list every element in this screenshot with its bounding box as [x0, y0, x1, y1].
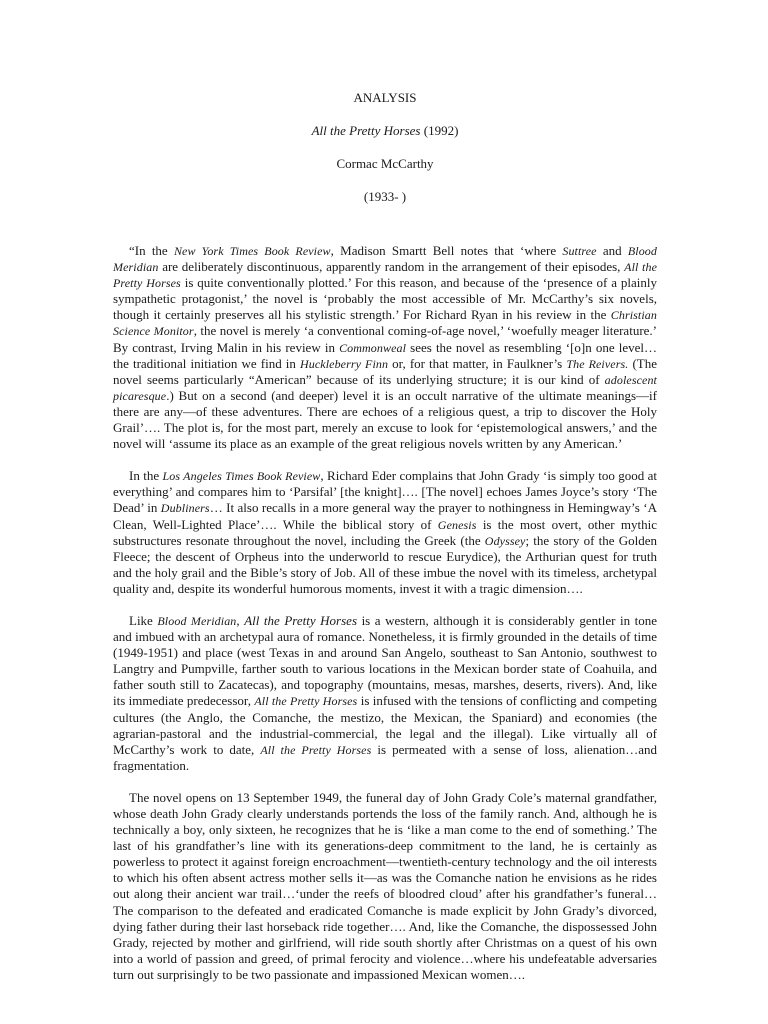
text-run: , the novel is merely ‘a conventional coming-of-age novel,’ ‘woefully meager literature.’ By contrast, Irving Malin in his review in [113, 323, 657, 355]
italic-title: Suttree [562, 244, 597, 258]
italic-title: Christian Science Monitor [113, 308, 657, 339]
document-page [113, 90, 657, 999]
text-run: .) But on a second (and deeper) level it is an occult narrative of the ultimate meanings—if there are any—of these adventures. There are echoes of a religious quest, a trip to discover the Holy Grail’…. The plot is, for the most part, merely an excuse to look for ‘epistemological answers,’ and the novel will ‘assume its place as an example of the great religious novels written by any American.’ [113, 387, 657, 452]
italic-title: Blood Meridian [157, 613, 237, 628]
text-run: (The novel seems particularly “American” because of its underlying structure; it is our kind of [113, 355, 657, 387]
text-run: sees the novel as resembling ‘[o]n one level…the traditional initiation we find in [113, 339, 657, 371]
author-name: Cormac McCarthy [336, 156, 434, 171]
body-paragraph [113, 243, 657, 452]
author-dates: (1933- ) [363, 189, 407, 204]
work-year: (1992) [420, 123, 459, 138]
italic-title: All the Pretty Horses [113, 260, 657, 291]
italic-title: New York Times Book Review [173, 244, 331, 258]
italic-title: All the Pretty Horses [254, 694, 358, 709]
text-run: is quite conventionally plotted.’ For this reason, and because of the ‘presence of a plainly sympathetic protagonist,’ the novel is ‘probably the most accessible of Mr. McCarthy’s six novels, though it certainly preserves all his stylistic strength.’ For Richard Ryan in his review in the [113, 275, 657, 323]
text-run: “In the [129, 243, 174, 258]
body-paragraph [113, 613, 657, 774]
body-paragraph [113, 468, 657, 597]
text-run: and [596, 243, 628, 258]
work-title-line [113, 123, 657, 139]
body-paragraph [113, 790, 657, 983]
italic-title: All the Pretty Horses [244, 612, 358, 628]
text-run: The novel opens on 13 September 1949, the funeral day of John Grady Cole’s maternal grandfather, whose death John Grady clearly understands portends the loss of the family ranch. And, although he is technically a boy, only sixteen, he recognizes that he is ‘like a man come to the end of something.’ The last of his grandfather’s line with its generations-deep commitment to the land, he is certainly as powerless to protect it against foreign encroachment—twentieth-century technology and the oil interests to which his often absent actress mother sells it—as was the Comanche nation he envisions as he rides out along their ancient war trail…‘under the reefs of bloodred cloud’ after his grandfather’s funeral… The comparison to the defeated and eradicated Comanche is made explicit by John Grady’s divorced, dying father during their last horseback ride together…. And, like the Comanche, the dispossessed John Grady, rejected by mother and girlfriend, will ride south shortly after Christmas on a quest of his own into a world of passion and greed, of primal ferocity and violence…where his undefeatable adversaries turn out surprisingly to be two passionate and impassioned Mexican women…. [113, 789, 657, 982]
italic-title: Huckleberry Finn [300, 356, 389, 371]
text-run: is a western, although it is considerably gentler in tone and imbued with an archetypal aura of romance. Nonetheless, it is firmly grounded in the details of time (1949-1951) and place (west Texas in and around San Angelo, southeast to San Antonio, southwest to Langtry and Pumpville, farther south to various locations in the Mexican border state of Coahuila, and father south still to Zacatecas), and topography (mountains, mesas, marshes, deserts, rivers). And, like its immediate predecessor, [113, 612, 657, 709]
text-run: is permeated with a sense of loss, alienation…and fragmentation. [113, 741, 657, 773]
text-run: , [236, 612, 245, 628]
text-run: is the most overt, other mythic substructures resonate throughout the novel, including the Greek (the [113, 516, 657, 548]
work-title: All the Pretty Horses [311, 123, 421, 138]
italic-title: Odyssey [484, 533, 526, 548]
text-run: is infused with the tensions of conflicting and competing cultures (the Anglo, the Comanche, the mestizo, the Mexican, the Spaniard) and economies (the agrarian-pastoral and the industrial-commercial, the legal and the illegal). Like virtually all of McCarthy’s work to date, [113, 693, 657, 757]
text-run: ; the story of the Golden Fleece; the descent of Orpheus into the underworld to rescue Eurydice), the Arthurian quest for truth and the holy grail and the Bible’s story of Job. All of these imbue the novel with its timeless, archetypal quality and, despite its wonderful humorous moments, invest it with a tragic dimension…. [113, 532, 657, 596]
text-run: or, for that matter, in Faulkner’s [388, 355, 567, 371]
text-run: Like [129, 612, 158, 628]
text-run: , Madison Smartt Bell notes that ‘where [330, 243, 563, 258]
italic-title: The Reivers. [566, 356, 629, 371]
italic-title: Dubliners [160, 501, 210, 516]
italic-title: Los Angeles Times Book Review [162, 469, 321, 484]
italic-title: Genesis [437, 517, 477, 532]
text-run: are deliberately discontinuous, apparently random in the arrangement of their episodes, [158, 259, 625, 275]
text-run: … It also recalls in a more general way the prayer to nothingness in Hemingway’s ‘A Clean, Well-Lighted Place’…. While the biblical story of [113, 500, 657, 532]
document-heading: ANALYSIS [353, 90, 417, 105]
italic-title: adolescent picaresque [113, 372, 657, 403]
italic-title: Commonweal [339, 340, 407, 355]
italic-title: Blood Meridian [113, 244, 657, 275]
italic-title: All the Pretty Horses [260, 742, 372, 757]
text-run: In the [129, 468, 163, 484]
text-run: , Richard Eder complains that John Grady ‘is simply too good at everything’ and compares him to ‘Parsifal’ [the knight]…. [The novel] echoes James Joyce’s story ‘The Dead’ in [113, 468, 657, 516]
body-text [113, 243, 657, 983]
